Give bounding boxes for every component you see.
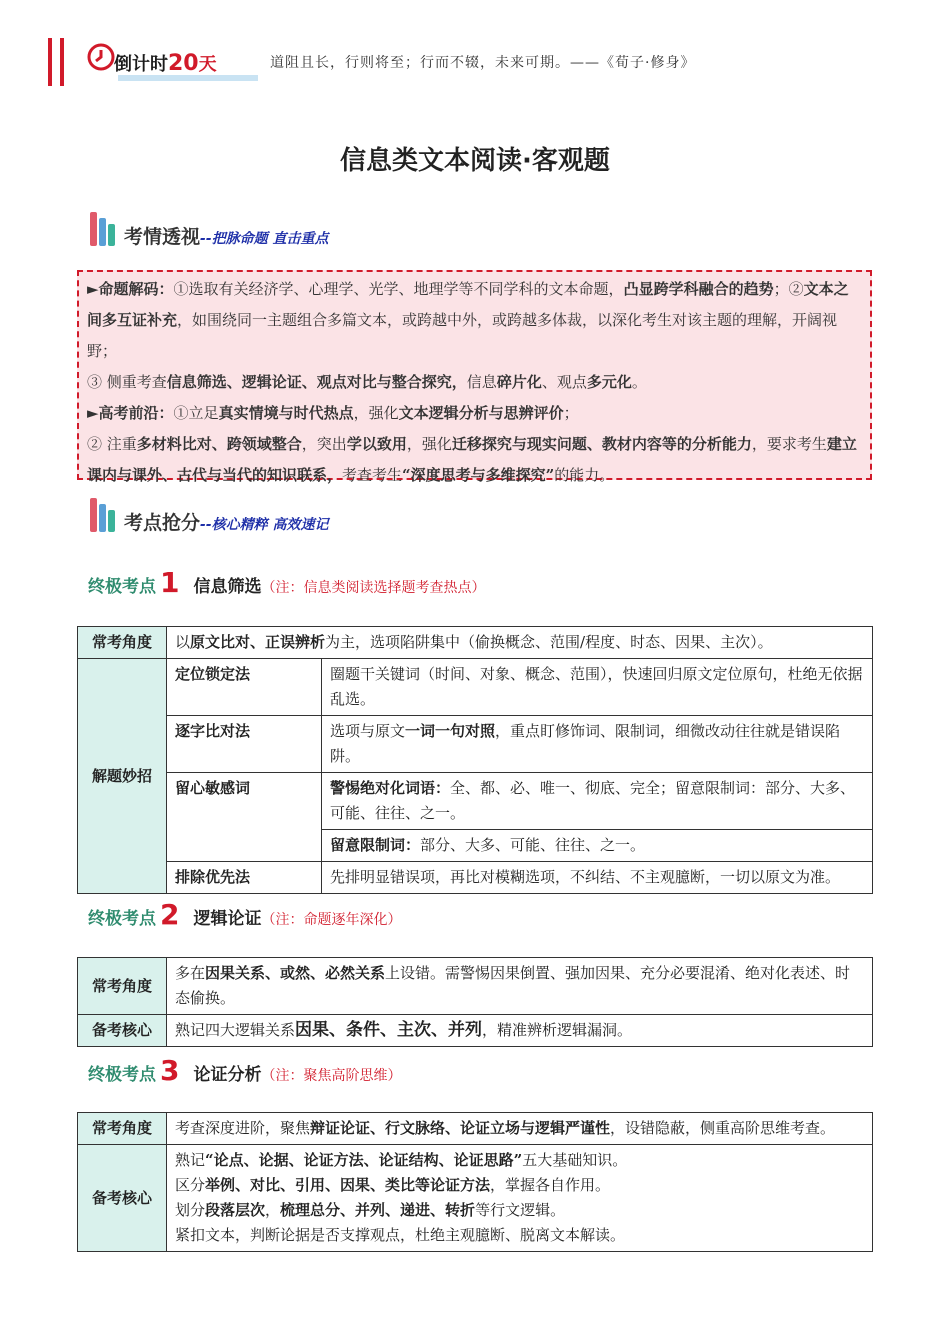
table-row <box>78 862 873 894</box>
page-header <box>48 38 908 88</box>
keypoint-heading-3 <box>88 1054 401 1088</box>
keypoint-number: 1 <box>160 566 180 599</box>
method-name: 逐字比对法 <box>167 716 322 773</box>
analysis-para-2: ③ 侧重考查信息筛选、逻辑论证、观点对比与整合探究，信息碎片化、观点多元化。 <box>87 373 647 391</box>
keypoint-heading-1 <box>88 566 485 600</box>
page-title: 信息类文本阅读·客观题 <box>340 146 610 176</box>
books-icon <box>88 492 122 532</box>
row-content: 多在因果关系、或然、必然关系上设错。需警惕因果倒置、强加因果、充分必要混淆、绝对化表述、时态偷换。 <box>167 958 873 1015</box>
row-label: 常考角度 <box>78 627 167 659</box>
core-line-4: 紧扣文本，判断论据是否支撑观点，杜绝主观臆断、脱离文本解读。 <box>175 1226 626 1244</box>
countdown-unit: 天 <box>198 54 217 75</box>
table-row <box>78 1113 873 1145</box>
clock-icon <box>86 42 116 72</box>
row-content: 以原文比对、正误辨析为主，选项陷阱集中（偷换概念、范围/程度、时态、因果、主次）。 <box>167 627 873 659</box>
method-desc: 警惕绝对化词语：全、都、必、唯一、彻底、完全；留意限制词：部分、大多、可能、往往、之一。 <box>322 773 873 830</box>
row-content: 考查深度进阶，聚焦辩证论证、行文脉络、论证立场与逻辑严谨性，设错隐蔽，侧重高阶思维考查。 <box>167 1113 873 1145</box>
keypoint-note: （注：命题逐年深化） <box>261 912 402 928</box>
countdown-label: 倒计时 <box>114 54 168 75</box>
row-label: 解题妙招 <box>78 659 167 894</box>
method-name: 定位锁定法 <box>167 659 322 716</box>
table-row <box>78 773 873 830</box>
keypoint-topic: 信息筛选 <box>193 577 262 597</box>
keypoint-table-1 <box>77 626 873 894</box>
table-row <box>78 958 873 1015</box>
keypoint-table-2 <box>77 957 873 1047</box>
analysis-para-4: ② 注重多材料比对、跨领域整合，突出学以致用，强化迁移探究与现实问题、教材内容等的分析能力，要求考生建立课内与课外、古代与当代的知识联系，考查考生“深度思考与多维探究”的能力。 <box>87 435 857 484</box>
table-row <box>78 627 873 659</box>
row-label: 常考角度 <box>78 958 167 1015</box>
countdown-number: 20 <box>168 51 199 76</box>
table-row <box>78 1145 873 1252</box>
core-line-2: 区分举例、对比、引用、因果、类比等论证方法，掌握各自作用。 <box>175 1176 611 1194</box>
exam-analysis-box <box>77 270 872 484</box>
section-subtitle: --核心精粹 高效速记 <box>200 517 329 533</box>
method-desc: 圈题干关键词（时间、对象、概念、范围），快速回归原文定位原句，杜绝无依据乱选。 <box>322 659 873 716</box>
row-label: 备考核心 <box>78 1145 167 1252</box>
countdown <box>114 50 217 76</box>
keypoint-label: 终极考点 <box>88 577 156 597</box>
analysis-para-1: ►命题解码：①选取有关经济学、心理学、光学、地理学等不同学科的文本命题，凸显跨学科融合的趋势；②文本之间多互证补充，如围绕同一主题组合多篇文本，或跨越中外，或跨越多体裁，以深化考生对该主题的理解，开阔视野； <box>87 280 849 360</box>
keypoint-table-3 <box>77 1112 873 1252</box>
row-label: 备考核心 <box>78 1015 167 1047</box>
row-content <box>167 1145 873 1252</box>
core-line-1: 熟记“论点、论据、论证方法、论证结构、论证思路”五大基础知识。 <box>175 1151 628 1169</box>
header-quote: 道阻且长，行则将至；行而不辍，未来可期。——《荀子·修身》 <box>270 55 696 71</box>
method-desc: 留意限制词：部分、大多、可能、往往、之一。 <box>322 830 873 862</box>
keypoint-note: （注：信息类阅读选择题考查热点） <box>261 580 486 596</box>
method-desc: 先排明显错误项，再比对模糊选项，不纠结、不主观臆断，一切以原文为准。 <box>322 862 873 894</box>
core-line-3: 划分段落层次，梳理总分、并列、递进、转折等行文逻辑。 <box>175 1201 566 1219</box>
table-row <box>78 716 873 773</box>
keypoint-topic: 论证分析 <box>193 1065 262 1085</box>
table-row <box>78 659 873 716</box>
table-row <box>78 1015 873 1047</box>
keypoint-note: （注：聚焦高阶思维） <box>261 1068 402 1084</box>
section-subtitle: --把脉命题 直击重点 <box>200 231 329 247</box>
keypoint-number: 2 <box>160 898 180 931</box>
keypoint-heading-2 <box>88 898 401 932</box>
section-title: 考点抢分 <box>124 512 201 534</box>
books-icon <box>88 206 122 246</box>
method-name: 排除优先法 <box>167 862 322 894</box>
keypoint-label: 终极考点 <box>88 1065 156 1085</box>
section-title: 考情透视 <box>124 226 201 248</box>
keypoint-topic: 逻辑论证 <box>193 909 262 929</box>
keypoint-number: 3 <box>160 1054 180 1087</box>
analysis-para-3: ►高考前沿：①立足真实情境与时代热点，强化文本逻辑分析与思辨评价； <box>87 404 579 422</box>
keypoint-label: 终极考点 <box>88 909 156 929</box>
row-label: 常考角度 <box>78 1113 167 1145</box>
method-desc: 选项与原文一词一句对照，重点盯修饰词、限制词，细微改动往往就是错误陷阱。 <box>322 716 873 773</box>
method-name: 留心敏感词 <box>167 773 322 862</box>
row-content: 熟记四大逻辑关系因果、条件、主次、并列，精准辨析逻辑漏洞。 <box>167 1015 873 1047</box>
